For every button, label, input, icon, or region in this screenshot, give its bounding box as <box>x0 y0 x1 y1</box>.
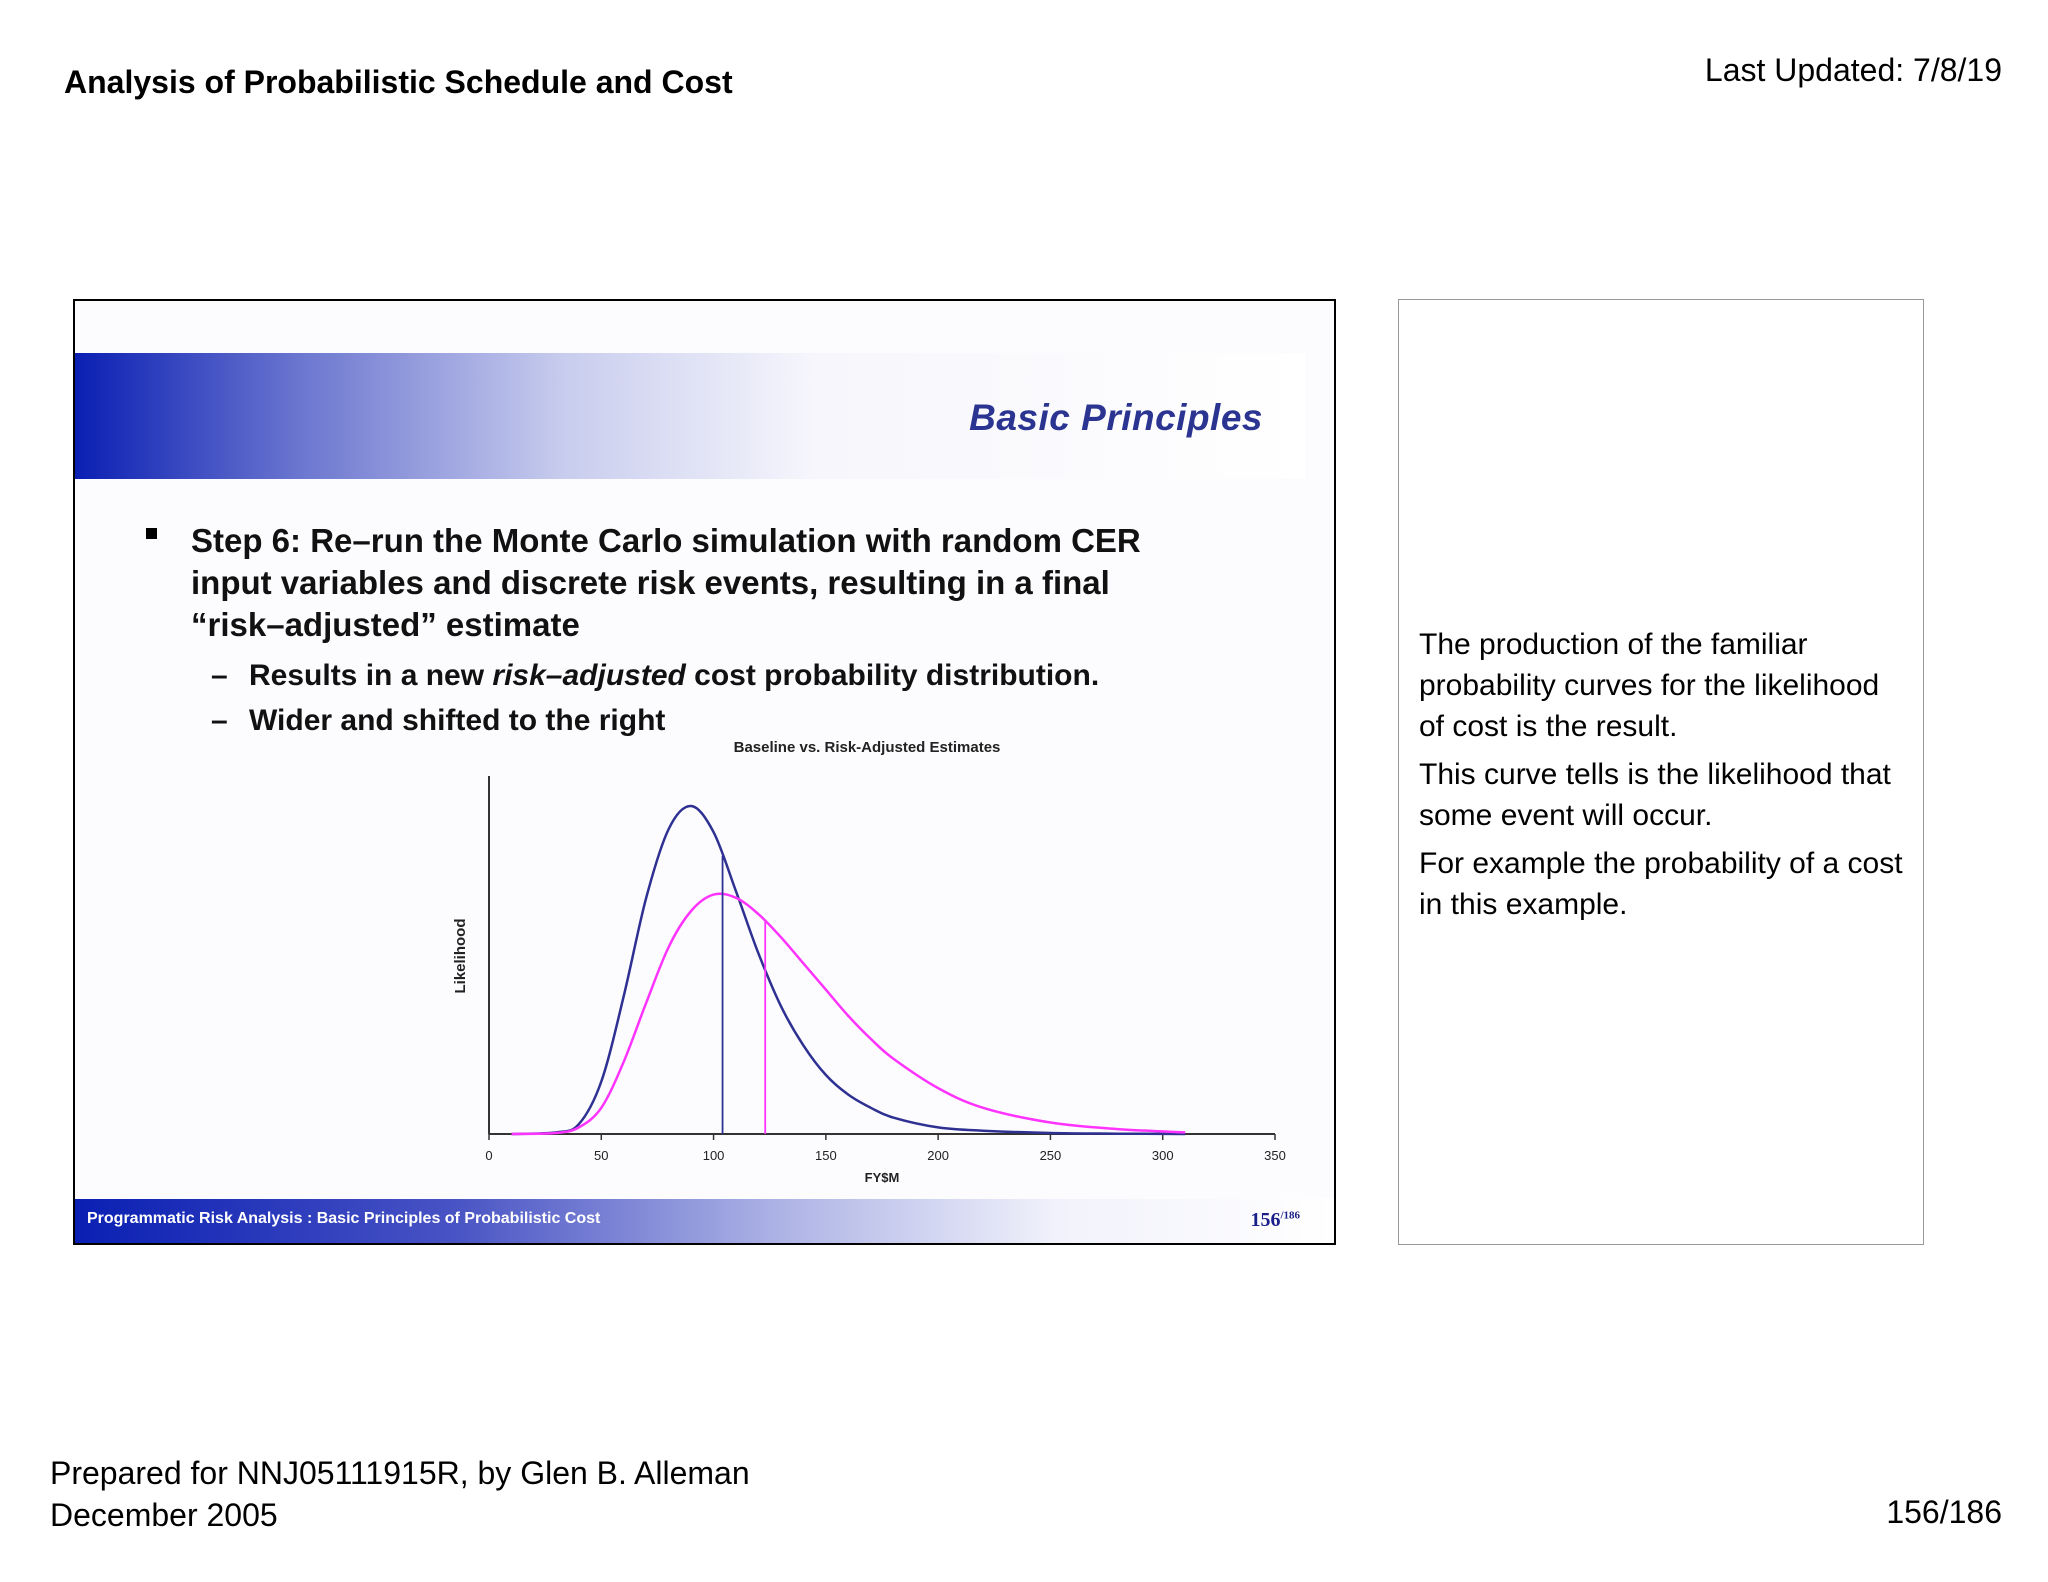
slide-footer-text: Programmatic Risk Analysis : Basic Principles of Probabilistic Cost <box>87 1210 601 1227</box>
main-bullet-text: Step 6: Re–run the Monte Carlo simulation with random CER input variables and discrete risk events, resulting in a final “risk–adjusted” estimate <box>191 522 1141 643</box>
dash-1: – <box>211 659 228 692</box>
sub-bullet-1-text-b: cost probability distribution. <box>685 659 1100 692</box>
x-tick-label-5: 250 <box>1039 1148 1062 1163</box>
series-line-1 <box>512 894 1186 1134</box>
x-tick-label-3: 150 <box>815 1148 837 1163</box>
x-tick-label-0: 0 <box>485 1148 493 1163</box>
slide-image <box>73 299 1336 1245</box>
notes-panel <box>1398 299 1924 1245</box>
sub-bullet-1-text-a: Results in a new <box>249 659 493 692</box>
chart-title: Baseline vs. Risk-Adjusted Estimates <box>733 739 1001 756</box>
chart <box>75 301 1334 1201</box>
x-tick-label-1: 50 <box>594 1148 609 1163</box>
prepared-for <box>50 1452 750 1536</box>
slide-page-total: /186 <box>1280 1209 1300 1222</box>
slide-page: 156 <box>1250 1209 1281 1231</box>
prepared-line-2: December 2005 <box>50 1497 278 1533</box>
x-tick-label-6: 300 <box>1151 1148 1174 1163</box>
notes-paragraph-3: For example the probability of a cost in this example. <box>1419 847 1903 921</box>
y-axis-label: Likelihood <box>452 918 469 994</box>
sub-bullet-1-emph: risk–adjusted <box>492 659 686 692</box>
document-title: Analysis of Probabilistic Schedule and Cost <box>64 64 733 100</box>
prepared-line-1: Prepared for NNJ05111915R, by Glen B. Alleman <box>50 1455 750 1491</box>
x-tick-label-2: 100 <box>702 1148 725 1163</box>
x-axis-label: FY$M <box>864 1170 900 1185</box>
x-tick-label-4: 200 <box>927 1148 949 1163</box>
slide-page-number <box>1250 1209 1300 1232</box>
slide-title: Basic Principles <box>969 397 1263 438</box>
notes-paragraph-1: The production of the familiar probability curves for the likelihood of cost is the result. <box>1419 628 1880 743</box>
page-number: 156/186 <box>1886 1494 2002 1530</box>
last-updated: Last Updated: 7/8/19 <box>1704 52 2002 88</box>
slide-footer <box>75 1199 1334 1243</box>
dash-2: – <box>211 704 228 737</box>
notes-paragraph-2: This curve tells is the likelihood that some event will occur. <box>1419 758 1891 832</box>
sub-bullet-2-text: Wider and shifted to the right <box>249 704 666 737</box>
x-tick-label-7: 350 <box>1264 1148 1286 1163</box>
